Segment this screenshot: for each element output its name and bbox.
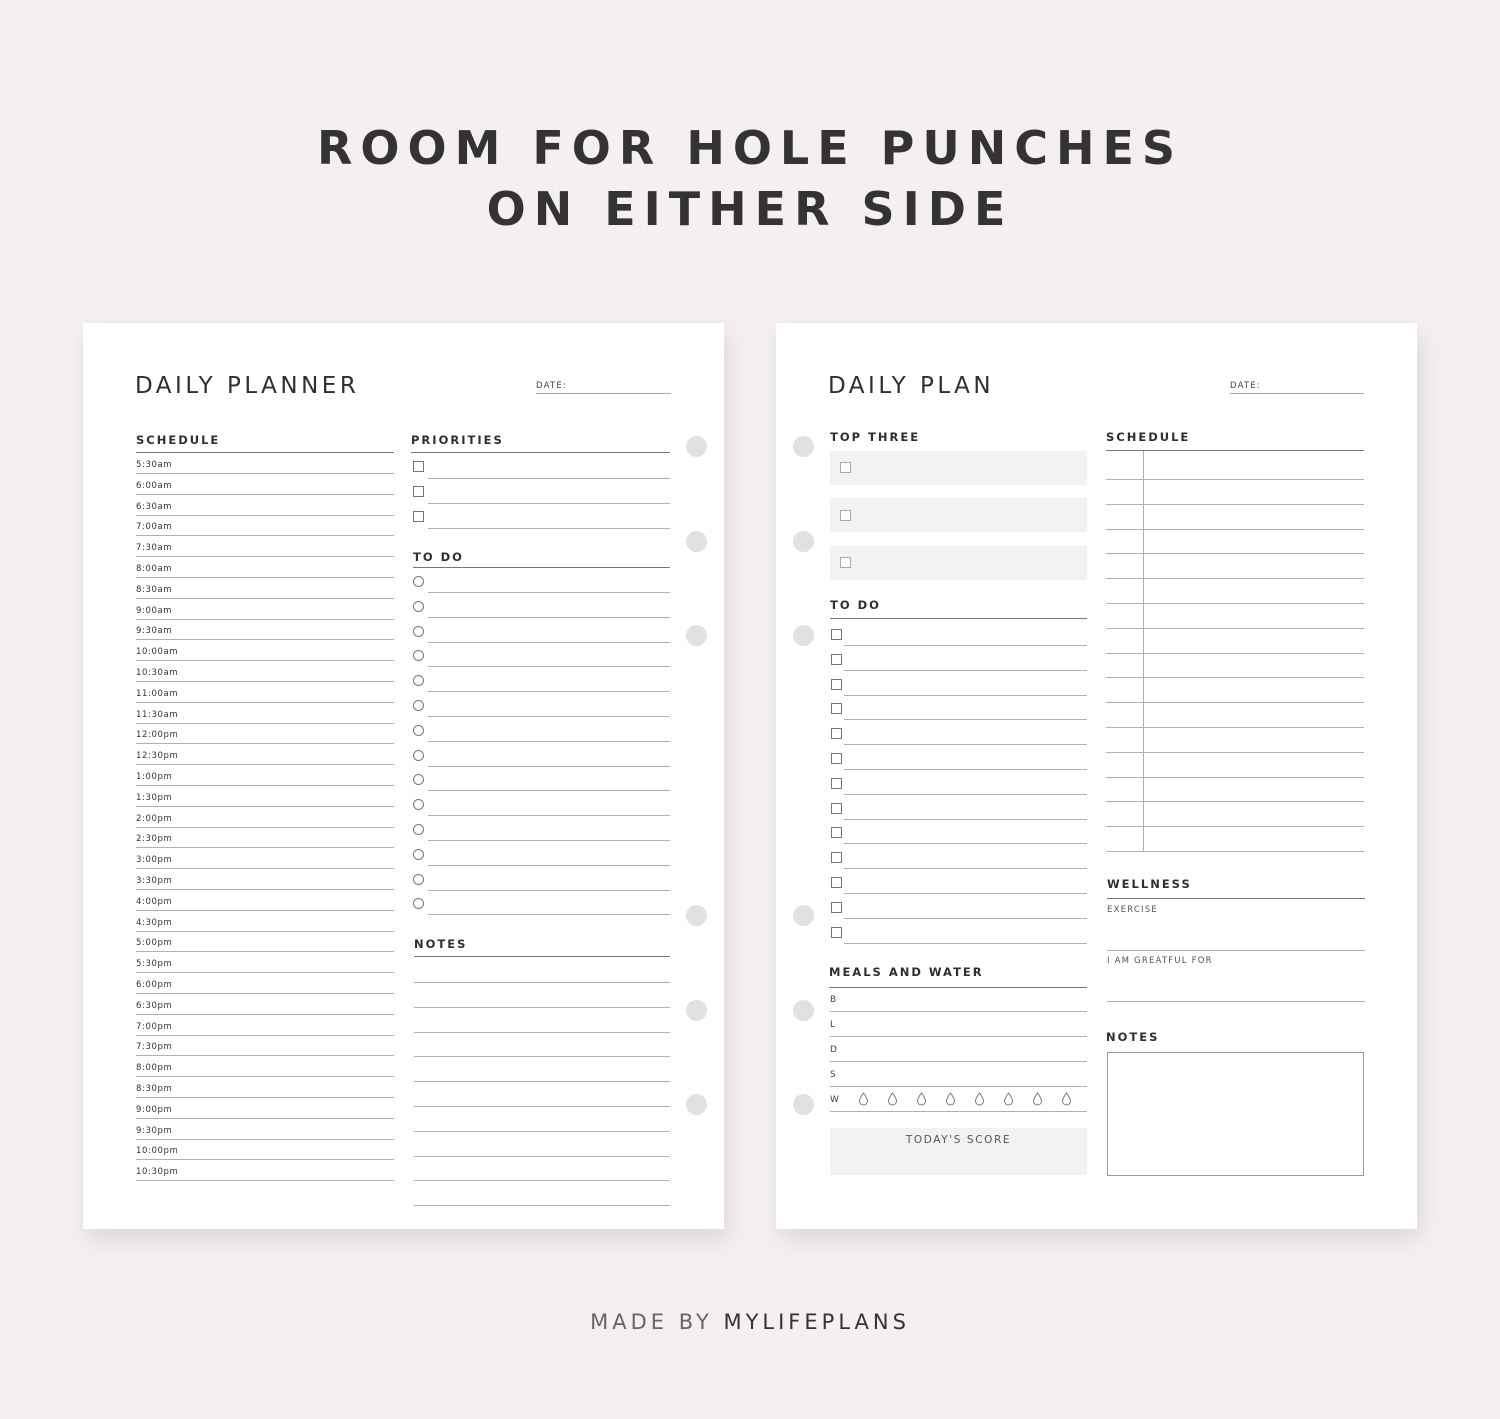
todo-line[interactable] <box>428 790 670 791</box>
todo-line[interactable] <box>844 719 1087 720</box>
water-drop-icon[interactable] <box>974 1091 985 1105</box>
todo-line[interactable] <box>428 642 670 643</box>
schedule-time: 10:30am <box>136 668 179 678</box>
todo-circle[interactable] <box>413 799 424 810</box>
meal-label: B <box>830 995 837 1005</box>
schedule-line[interactable] <box>136 1139 394 1140</box>
todo-checkbox[interactable] <box>831 753 842 764</box>
schedule-heading-rule <box>1106 450 1364 451</box>
schedule-row-line[interactable] <box>1106 826 1364 827</box>
water-drop-icon[interactable] <box>945 1091 956 1105</box>
schedule-time: 10:00pm <box>136 1146 179 1157</box>
notes-line[interactable] <box>414 1205 670 1206</box>
schedule-time: 5:30am <box>136 460 173 470</box>
schedule-time: 4:00pm <box>136 896 173 907</box>
schedule-row-line[interactable] <box>1106 801 1364 802</box>
todo-circle[interactable] <box>413 576 424 587</box>
notes-line[interactable] <box>414 1056 670 1057</box>
date-label: DATE: <box>536 381 567 391</box>
schedule-heading: SCHEDULE <box>136 433 221 447</box>
exercise-label: EXERCISE <box>1107 905 1158 915</box>
schedule-row-line[interactable] <box>1106 479 1364 480</box>
schedule-time: 12:00pm <box>136 730 179 741</box>
notes-heading-rule <box>414 956 670 957</box>
notes-line[interactable] <box>414 1032 670 1033</box>
headline-line-2: ON EITHER SIDE <box>486 182 1014 236</box>
priorities-heading-rule <box>411 452 670 453</box>
schedule-line[interactable] <box>136 598 394 599</box>
meal-label: D <box>830 1045 837 1055</box>
notes-line[interactable] <box>414 1156 670 1157</box>
schedule-time: 6:00am <box>136 480 173 491</box>
meal-line[interactable] <box>830 1086 1087 1087</box>
priority-checkbox[interactable] <box>413 486 424 497</box>
hole-punch <box>793 905 814 926</box>
schedule-line[interactable] <box>136 556 394 557</box>
top-three-slot <box>830 451 1087 485</box>
todo-line[interactable] <box>844 769 1087 770</box>
schedule-line[interactable] <box>136 515 394 516</box>
todo-line[interactable] <box>844 868 1087 869</box>
todo-line[interactable] <box>428 890 670 891</box>
todo-heading-rule <box>830 618 1087 619</box>
schedule-line[interactable] <box>136 1118 394 1119</box>
schedule-line[interactable] <box>136 910 394 911</box>
schedule-row-line[interactable] <box>1106 529 1364 530</box>
daily-plan-page <box>776 323 1417 1229</box>
todo-line[interactable] <box>428 815 670 816</box>
schedule-line[interactable] <box>136 806 394 807</box>
notes-line[interactable] <box>414 1081 670 1082</box>
schedule-row-line[interactable] <box>1106 752 1364 753</box>
top-three-slot <box>830 498 1087 532</box>
hole-punch <box>793 436 814 457</box>
notes-line[interactable] <box>414 1180 670 1181</box>
schedule-time: 4:30pm <box>136 917 173 928</box>
schedule-line[interactable] <box>136 1055 394 1056</box>
todo-heading-rule <box>413 567 670 568</box>
todo-heading: TO DO <box>830 598 881 612</box>
schedule-time: 9:00pm <box>136 1104 173 1115</box>
water-drop-icon[interactable] <box>916 1091 927 1105</box>
schedule-line[interactable] <box>136 1076 394 1077</box>
grateful-label: I AM GREATFUL FOR <box>1107 956 1213 966</box>
top-three-slot <box>830 546 1087 580</box>
todo-circle[interactable] <box>413 725 424 736</box>
schedule-row-line[interactable] <box>1106 603 1364 604</box>
notes-line[interactable] <box>414 1131 670 1132</box>
schedule-time-divider <box>1143 451 1144 851</box>
date-label: DATE: <box>1230 381 1261 391</box>
meals-heading-rule <box>829 987 1087 988</box>
meal-label: W <box>830 1095 839 1105</box>
schedule-line[interactable] <box>136 785 394 786</box>
todo-checkbox[interactable] <box>831 703 842 714</box>
schedule-time: 1:30pm <box>136 792 173 803</box>
todo-circle[interactable] <box>413 774 424 785</box>
schedule-time: 12:30pm <box>136 751 179 762</box>
schedule-row-line[interactable] <box>1106 653 1364 654</box>
notes-heading: NOTES <box>1106 1030 1160 1044</box>
schedule-time: 8:00pm <box>136 1063 173 1074</box>
todo-line[interactable] <box>844 670 1087 671</box>
schedule-line[interactable] <box>136 993 394 994</box>
date-line <box>536 393 671 394</box>
todo-line[interactable] <box>844 645 1087 646</box>
todo-circle[interactable] <box>413 898 424 909</box>
todo-checkbox[interactable] <box>831 629 842 640</box>
hole-punch <box>793 531 814 552</box>
water-drop-icon[interactable] <box>887 1091 898 1105</box>
schedule-line[interactable] <box>136 1035 394 1036</box>
todo-heading: TO DO <box>413 550 464 564</box>
schedule-time: 1:00pm <box>136 772 173 782</box>
schedule-time: 7:00am <box>136 522 173 533</box>
hole-punch <box>793 1000 814 1021</box>
schedule-line[interactable] <box>136 847 394 848</box>
todo-checkbox[interactable] <box>831 728 842 739</box>
todo-line[interactable] <box>428 914 670 915</box>
schedule-line[interactable] <box>136 1159 394 1160</box>
todo-line[interactable] <box>844 893 1087 894</box>
schedule-time: 3:30pm <box>136 876 173 886</box>
wellness-heading-rule <box>1107 898 1365 899</box>
todo-line[interactable] <box>844 943 1087 944</box>
schedule-time: 6:30pm <box>136 1000 173 1011</box>
headline <box>0 118 1500 240</box>
todo-circle[interactable] <box>413 874 424 885</box>
schedule-line[interactable] <box>136 743 394 744</box>
top-three-checkbox[interactable] <box>840 462 851 473</box>
schedule-line[interactable] <box>136 868 394 869</box>
schedule-line[interactable] <box>136 1180 394 1181</box>
schedule-heading-rule <box>136 452 394 453</box>
priority-checkbox[interactable] <box>413 461 424 472</box>
schedule-time: 3:00pm <box>136 855 173 866</box>
schedule-line[interactable] <box>136 619 394 620</box>
hole-punch <box>686 436 707 457</box>
todo-circle[interactable] <box>413 750 424 761</box>
priorities-heading: PRIORITIES <box>411 433 504 447</box>
notes-box[interactable] <box>1107 1052 1364 1176</box>
schedule-row-line[interactable] <box>1106 702 1364 703</box>
footer-lead: MADE BY <box>590 1310 724 1334</box>
meal-line[interactable] <box>830 1011 1087 1012</box>
exercise-line <box>1107 950 1365 951</box>
todo-line[interactable] <box>844 695 1087 696</box>
schedule-row-line[interactable] <box>1106 504 1364 505</box>
priority-line[interactable] <box>428 478 670 479</box>
page-title: DAILY PLAN <box>828 373 995 399</box>
schedule-time: 6:00pm <box>136 980 173 990</box>
notes-line[interactable] <box>414 982 670 983</box>
schedule-time: 9:30pm <box>136 1125 173 1136</box>
todo-checkbox[interactable] <box>831 927 842 938</box>
schedule-line[interactable] <box>136 473 394 474</box>
todo-line[interactable] <box>428 617 670 618</box>
score-label: TODAY'S SCORE <box>905 1134 1012 1146</box>
schedule-time: 11:30am <box>136 709 179 720</box>
schedule-time: 8:30am <box>136 584 173 595</box>
footer-brand: MYLIFEPLANS <box>723 1310 910 1334</box>
schedule-row-line[interactable] <box>1106 777 1364 778</box>
schedule-row-line[interactable] <box>1106 628 1364 629</box>
todo-line[interactable] <box>428 840 670 841</box>
meal-line[interactable] <box>830 1036 1087 1037</box>
wellness-heading: WELLNESS <box>1107 877 1192 891</box>
todo-circle[interactable] <box>413 601 424 612</box>
hole-punch <box>793 625 814 646</box>
priority-line[interactable] <box>428 528 670 529</box>
top-three-heading: TOP THREE <box>830 430 921 444</box>
priority-line[interactable] <box>428 503 670 504</box>
todo-circle[interactable] <box>413 626 424 637</box>
todo-line[interactable] <box>428 741 670 742</box>
schedule-time: 8:00am <box>136 564 173 574</box>
hole-punch <box>686 625 707 646</box>
headline-line-1: ROOM FOR HOLE PUNCHES <box>316 121 1184 175</box>
schedule-line[interactable] <box>136 681 394 682</box>
schedule-line[interactable] <box>136 1014 394 1015</box>
todo-line[interactable] <box>428 716 670 717</box>
page-title: DAILY PLANNER <box>135 373 360 399</box>
todo-checkbox[interactable] <box>831 902 842 913</box>
top-three-checkbox[interactable] <box>840 510 851 521</box>
water-drop-icon[interactable] <box>1032 1091 1043 1105</box>
priority-checkbox[interactable] <box>413 511 424 522</box>
water-drop-icon[interactable] <box>1061 1091 1072 1105</box>
notes-line[interactable] <box>414 1007 670 1008</box>
schedule-time: 5:30pm <box>136 959 173 970</box>
schedule-line[interactable] <box>136 972 394 973</box>
schedule-time: 6:30am <box>136 501 173 512</box>
schedule-line[interactable] <box>136 889 394 890</box>
schedule-line[interactable] <box>136 577 394 578</box>
todo-checkbox[interactable] <box>831 654 842 665</box>
todo-line[interactable] <box>844 744 1087 745</box>
meal-label: S <box>830 1070 836 1080</box>
schedule-row-line[interactable] <box>1106 851 1364 852</box>
hole-punch <box>793 1094 814 1115</box>
hole-punch <box>686 1000 707 1021</box>
meal-line[interactable] <box>830 1061 1087 1062</box>
schedule-time: 9:00am <box>136 605 173 616</box>
water-drop-icon[interactable] <box>1003 1091 1014 1105</box>
schedule-time: 2:00pm <box>136 813 173 824</box>
grateful-line <box>1107 1001 1365 1002</box>
schedule-time: 7:30pm <box>136 1042 173 1053</box>
todo-line[interactable] <box>844 843 1087 844</box>
schedule-time: 9:30am <box>136 626 173 637</box>
schedule-time: 5:00pm <box>136 938 173 949</box>
todo-circle[interactable] <box>413 675 424 686</box>
todo-checkbox[interactable] <box>831 852 842 863</box>
todo-circle[interactable] <box>413 849 424 860</box>
todo-checkbox[interactable] <box>831 803 842 814</box>
schedule-row-line[interactable] <box>1106 578 1364 579</box>
schedule-line[interactable] <box>136 951 394 952</box>
schedule-line[interactable] <box>136 494 394 495</box>
meal-label: L <box>830 1020 836 1030</box>
todo-line[interactable] <box>428 766 670 767</box>
todo-line[interactable] <box>428 592 670 593</box>
todo-line[interactable] <box>844 918 1087 919</box>
todo-line[interactable] <box>428 865 670 866</box>
schedule-line[interactable] <box>136 764 394 765</box>
todo-line[interactable] <box>844 794 1087 795</box>
schedule-line[interactable] <box>136 827 394 828</box>
schedule-time: 7:00pm <box>136 1021 173 1032</box>
schedule-time: 8:30pm <box>136 1084 173 1094</box>
schedule-line[interactable] <box>136 535 394 536</box>
todo-line[interactable] <box>428 666 670 667</box>
todo-checkbox[interactable] <box>831 679 842 690</box>
todo-line[interactable] <box>844 819 1087 820</box>
schedule-line[interactable] <box>136 723 394 724</box>
schedule-time: 2:30pm <box>136 834 173 845</box>
todo-circle[interactable] <box>413 650 424 661</box>
todo-circle[interactable] <box>413 824 424 835</box>
todo-line[interactable] <box>428 691 670 692</box>
hole-punch <box>686 1094 707 1115</box>
meal-line[interactable] <box>830 1111 1087 1112</box>
todo-circle[interactable] <box>413 700 424 711</box>
schedule-row-line[interactable] <box>1106 727 1364 728</box>
notes-line[interactable] <box>414 1106 670 1107</box>
schedule-time: 10:30pm <box>136 1167 179 1178</box>
hole-punch <box>686 905 707 926</box>
schedule-line[interactable] <box>136 702 394 703</box>
hole-punch <box>686 531 707 552</box>
top-three-checkbox[interactable] <box>840 557 851 568</box>
schedule-time: 11:00am <box>136 688 179 699</box>
schedule-row-line[interactable] <box>1106 677 1364 678</box>
schedule-time: 7:30am <box>136 543 173 554</box>
footer <box>0 1310 1500 1334</box>
schedule-line[interactable] <box>136 1097 394 1098</box>
todo-checkbox[interactable] <box>831 877 842 888</box>
schedule-line[interactable] <box>136 639 394 640</box>
date-line <box>1230 393 1364 394</box>
schedule-time: 10:00am <box>136 647 179 658</box>
meals-heading: MEALS AND WATER <box>829 965 984 979</box>
todo-checkbox[interactable] <box>831 778 842 789</box>
schedule-line[interactable] <box>136 931 394 932</box>
todo-checkbox[interactable] <box>831 827 842 838</box>
schedule-row-line[interactable] <box>1106 553 1364 554</box>
schedule-heading: SCHEDULE <box>1106 430 1191 444</box>
daily-planner-page <box>83 323 724 1229</box>
schedule-line[interactable] <box>136 660 394 661</box>
water-drop-icon[interactable] <box>858 1091 869 1105</box>
notes-heading: NOTES <box>414 937 468 951</box>
